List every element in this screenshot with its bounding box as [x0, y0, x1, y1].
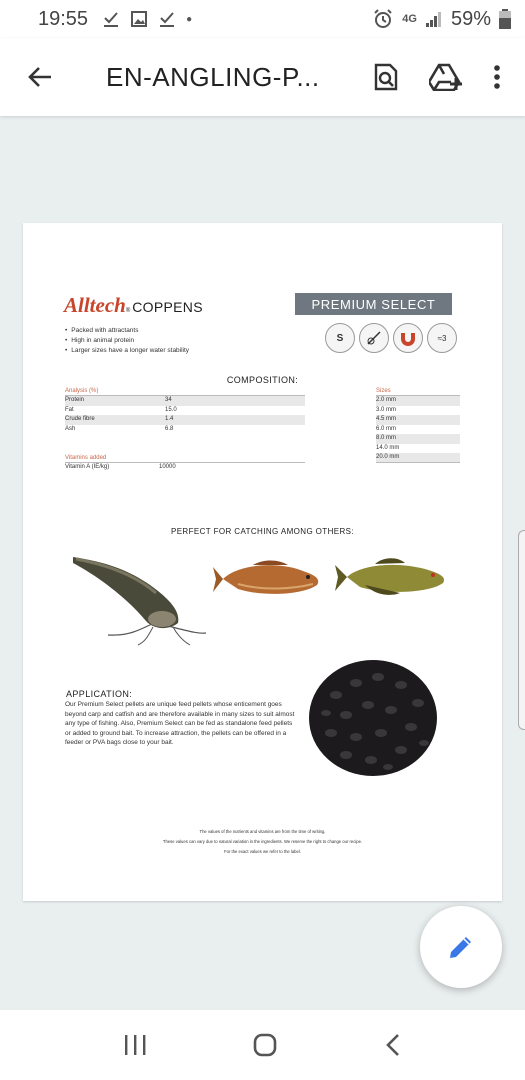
table-row [65, 406, 305, 416]
battery-percent: 59% [450, 7, 491, 30]
fast-scroll-handle[interactable] [518, 530, 525, 730]
size-row: 14.0 mm [376, 444, 400, 451]
row-name: Protein [65, 397, 85, 403]
brand-subname: COPPENS [132, 299, 203, 315]
more-notifications-dot: ● [186, 13, 193, 25]
app-bar [0, 38, 525, 116]
pdf-page [23, 223, 502, 901]
network-type: 4G [402, 13, 417, 25]
product-name-banner: PREMIUM SELECT [295, 293, 452, 315]
row-name: Fat [65, 406, 74, 413]
row-value: 1.4 [165, 416, 174, 422]
back-button[interactable] [0, 38, 80, 116]
application-title: APPLICATION: [66, 689, 133, 699]
catfish-image [68, 551, 208, 646]
status-time: 19:55 [38, 7, 89, 30]
bullet-item: • Larger sizes have a longer water stability [65, 346, 189, 356]
row-value: 10000 [159, 464, 176, 470]
alarm-icon [372, 8, 394, 30]
composition-title: COMPOSITION: [226, 375, 299, 385]
notification-icons [102, 10, 192, 28]
size-row: 3.0 mm [376, 406, 397, 413]
brand-logo [64, 293, 203, 318]
feature-bullets [65, 326, 189, 356]
pencil-icon [446, 932, 476, 962]
footnote-line: For the exact values we refer to the label. [224, 849, 301, 854]
row-value: 6.8 [165, 425, 174, 432]
search-document-icon[interactable] [373, 63, 399, 91]
feature-icons [325, 323, 457, 353]
carp-image [213, 559, 323, 599]
footnote-line: These values can vary due to natural variation in the ingredients. We reserve the right to change our recipe. [162, 839, 363, 844]
fishing-float-icon [359, 323, 389, 353]
size-row: 2.0 mm [376, 396, 460, 406]
application-text: Our Premium Select pellets are unique feed pellets whose enticement goes beyond carp and catfish and are therefore available in many sizes to suit almost any type of fishing. Also, Premium Select can be fed as standalone feed pellets or added to ground bait. To increase attraction, the pellets can be offered in a feeder or PVA bags close to your bait. [65, 701, 295, 746]
magnet-icon [393, 323, 423, 353]
footnote [23, 827, 502, 857]
status-bar [0, 0, 525, 38]
sizes-header: Sizes [376, 387, 460, 396]
analysis-table [65, 387, 305, 472]
more-options-icon[interactable] [493, 64, 501, 90]
brand-name: Alltech [64, 293, 126, 317]
vitamins-header: Vitamins added [65, 454, 305, 463]
bullet-item: • Packed with attractants [65, 326, 189, 336]
table-row [65, 463, 305, 472]
sizes-table [376, 387, 460, 463]
pellets-image [306, 655, 441, 780]
edit-fab-button[interactable] [420, 906, 502, 988]
row-value: 34 [165, 397, 172, 403]
sinking-pellet-icon [325, 323, 355, 353]
catching-title: PERFECT FOR CATCHING AMONG OTHERS: [170, 527, 355, 536]
arrow-back-icon [27, 64, 53, 90]
sinking-label: S [336, 332, 344, 344]
size-row: 6.0 mm [376, 425, 397, 432]
table-row [65, 425, 305, 435]
size-row: 4.5 mm [376, 415, 460, 425]
row-value: 15.0 [165, 406, 177, 413]
check-download-icon-2 [158, 10, 176, 28]
system-nav-bar [0, 1010, 525, 1080]
add-to-drive-icon[interactable] [429, 63, 463, 91]
image-icon [130, 10, 148, 28]
row-name: Ash [65, 425, 76, 432]
row-name: Vitamin A (IE/kg) [65, 464, 110, 470]
registered-mark: ® [125, 308, 131, 314]
battery-icon [499, 9, 511, 29]
table-row [65, 396, 305, 406]
size-row: 20.0 mm [376, 453, 460, 463]
footnote-line: The values of the nutrients and vitamins are from the time of writing. [199, 829, 326, 834]
tench-image [335, 555, 450, 600]
bullet-item: • High in animal protein [65, 336, 189, 346]
size-row: 8.0 mm [376, 434, 460, 444]
signal-icon [425, 10, 443, 28]
analysis-header: Analysis (%) [65, 387, 305, 396]
recent-apps-icon[interactable] [122, 1033, 148, 1057]
water-stability-icon: ≈3 [427, 323, 457, 353]
document-title: EN-ANGLING-P... [106, 61, 320, 92]
back-nav-icon[interactable] [383, 1032, 403, 1058]
check-download-icon [102, 10, 120, 28]
home-icon[interactable] [252, 1032, 278, 1058]
table-row [65, 415, 305, 425]
row-name: Crude fibre [65, 416, 95, 422]
